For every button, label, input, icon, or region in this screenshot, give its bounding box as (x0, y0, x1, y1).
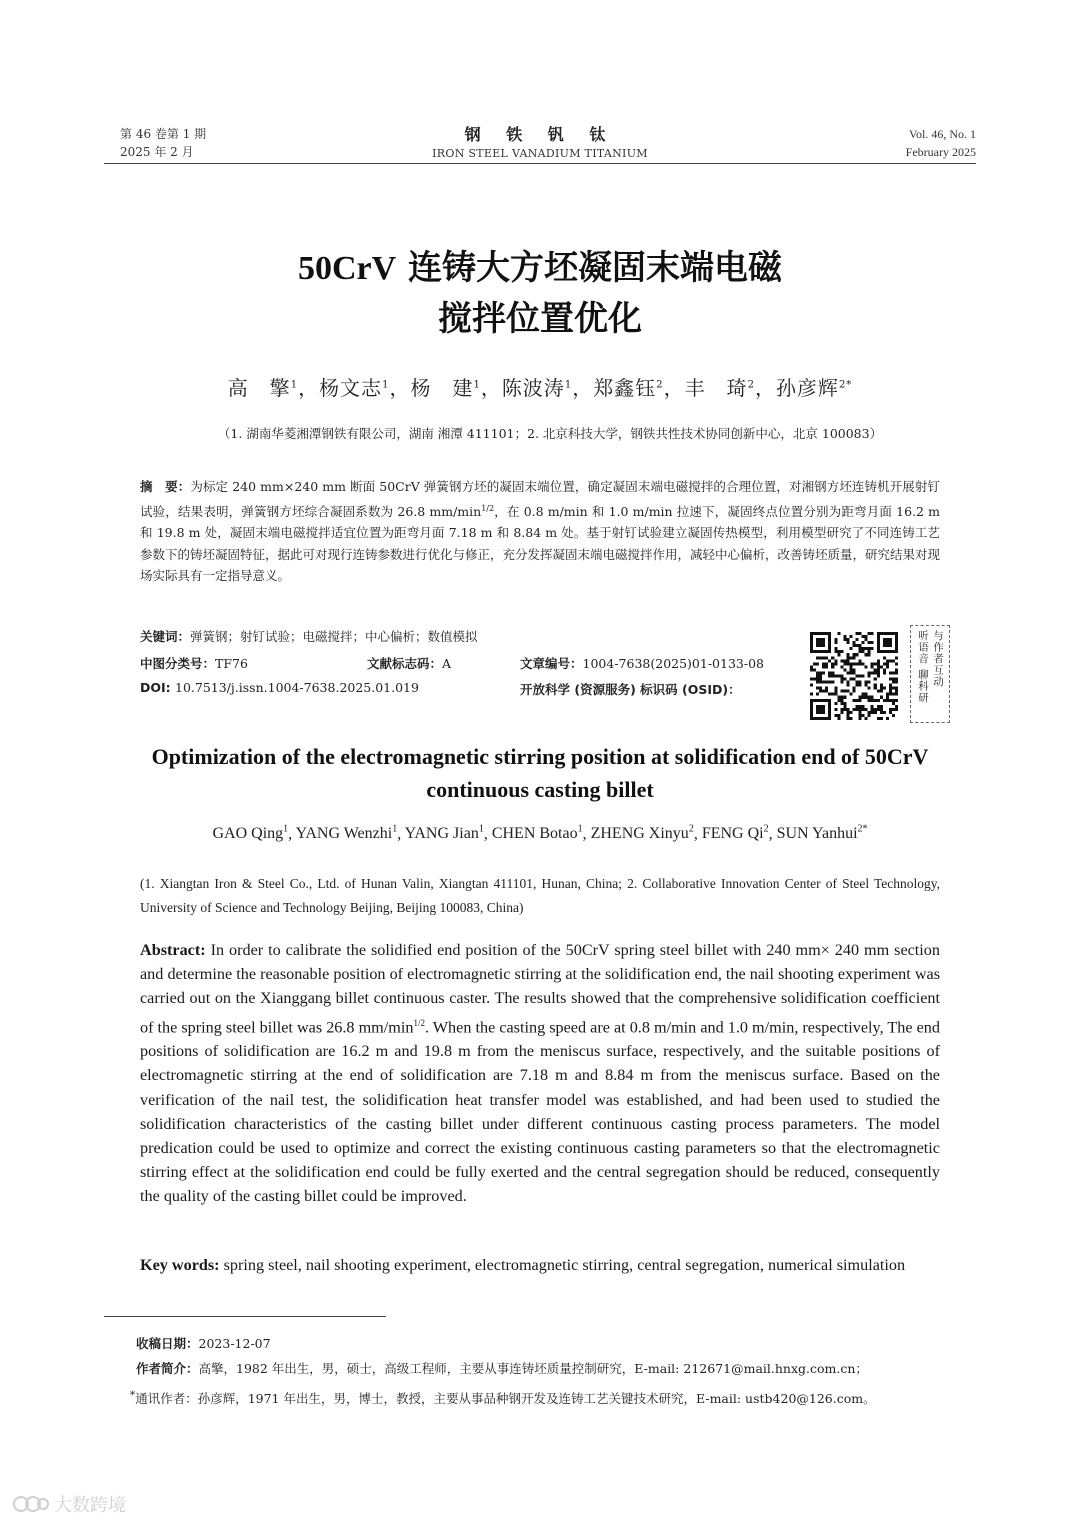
author-en-5 (702, 825, 769, 842)
abstract-cn-label: 摘 要： (140, 479, 191, 494)
author-en-1 (296, 825, 398, 842)
author-cn-affil-mark: 1 (382, 379, 390, 391)
author-en-name: SUN Yanhui (776, 825, 858, 843)
author-en-name: YANG Jian (404, 825, 479, 843)
abstract-cn-text-b: ，在 0.8 m/min 和 1.0 m/min 拉速下，凝固终点位置分别为距弯月面 16.2 m 和 19.8 m 处，凝固末端电磁搅拌适宜位置为距弯月面 7.18 m 和 8.84 m 处。基于射钉试验建立凝固传热模型，利用模型研究了不同连铸工艺参数下的铸坯凝固特征，据此可对现行连铸参数进行优化与修正，充分发挥凝固末端电磁搅拌作用，减轻中心偏析，改善铸坯质量，研究结果对现场实际具有一定指导意义。 (140, 503, 941, 584)
osid-listen: 听语音 聊科研 (917, 630, 929, 704)
qr-code-icon[interactable] (808, 632, 900, 720)
author-en-affil-mark: 1 (283, 824, 289, 835)
author-cn-name: 高 擎 (227, 376, 291, 400)
title-cn-line1: 连铸大方坯凝固末端电磁 (396, 248, 783, 288)
affiliation-en: (1. Xiangtan Iron & Steel Co., Ltd. of Hunan Valin, Xiangtan 411101, Hunan, China; 2. Collaborative Innovation Center of Steel Technology, University of Science and Technology Beijing, Beijing 100083, China) (140, 876, 940, 915)
classification-label: 中图分类号： (140, 656, 216, 671)
author-separator: ， (480, 376, 502, 400)
classification-value: TF76 (215, 656, 248, 671)
author-en-name: GAO Qing (212, 825, 284, 843)
corresponding-text: 通讯作者：孙彦辉，1971 年出生，男，博士，教授，主要从事品种钢开发及连铸工艺关键技术研究，E-mail: ustb420@126.com。 (135, 1391, 876, 1407)
journal-name-en: IRON STEEL VANADIUM TITANIUM (432, 147, 648, 160)
author-en-affil-mark: 2 (688, 824, 694, 835)
author-separator: ， (754, 376, 776, 400)
received-date: 2023-12-07 (198, 1336, 271, 1351)
abstract-en (140, 938, 940, 1209)
keywords-cn (140, 627, 478, 645)
author-separator: , (288, 825, 296, 843)
article-number-label: 文章编号： (520, 656, 583, 671)
received-label: 收稿日期： (136, 1336, 199, 1351)
abstract-cn (140, 476, 940, 587)
author-cn-2 (410, 376, 480, 400)
title-en: Optimization of the electromagnetic stirring position at solidification end of 50CrV continuous casting billet (151, 744, 929, 802)
article-number (520, 654, 764, 672)
title-cn (0, 243, 1080, 344)
header-vol-no: Vol. 46, No. 1 (908, 127, 976, 141)
author-cn-name: 杨文志 (319, 376, 383, 400)
header-date-cn: 2025 年 2 月 (120, 145, 194, 159)
author-cn-4 (593, 376, 663, 400)
author-cn-6 (776, 376, 852, 400)
title-cn-line2: 搅拌位置优化 (438, 299, 642, 339)
journal-name-cn: 钢 铁 钒 钛 (464, 125, 616, 144)
author-separator: ， (663, 376, 685, 400)
author-cn-name: 丰 琦 (684, 376, 748, 400)
keywords-cn-text: 弹簧钢；射钉试验；电磁搅拌；中心偏析；数值模拟 (190, 629, 478, 644)
author-en-affil-mark: 2 (763, 824, 769, 835)
document-code (367, 654, 451, 672)
author-en-affil-mark: 1 (478, 824, 484, 835)
abstract-en-sup: 1/2 (413, 1017, 425, 1028)
author-separator: , (768, 825, 777, 843)
abstract-cn-text-a: 为标定 240 mm×240 mm 断面 50CrV 弹簧钢方坯的凝固末端位置，确定凝固末端电磁搅拌的合理位置，对湘钢方坯连铸机开展射钉试验，结果表明，弹簧钢方坯综合凝固系数为 26.8 mm/min (140, 479, 940, 519)
keywords-en-text: spring steel, nail shooting experiment, electromagnetic stirring, central segregation, numerical simulation (219, 1256, 906, 1274)
watermark-text: 大数跨境 (54, 1495, 126, 1516)
author-cn-name: 陈波涛 (501, 376, 565, 400)
author-en-name: YANG Wenzhi (295, 825, 393, 843)
footnote-bio (136, 1356, 966, 1382)
author-separator: , (483, 825, 492, 843)
author-en-name: CHEN Botao (491, 825, 578, 843)
doi-label: DOI: (140, 680, 176, 695)
footnote-received (136, 1331, 966, 1357)
document-code-label: 文献标志码： (367, 656, 443, 671)
osid-label-text: 开放科学 (资源服务) 标识码 (OSID)： (520, 682, 741, 697)
author-cn-name: 杨 建 (410, 376, 474, 400)
author-cn-affil-mark: 2* (838, 379, 853, 391)
abstract-cn-sup: 1/2 (481, 503, 495, 513)
watermark-logo-icon (12, 1493, 50, 1515)
author-en-2 (405, 825, 484, 842)
author-cn-affil-mark: 2 (747, 379, 755, 391)
bio-label: 作者简介： (136, 1361, 199, 1376)
document-code-value: A (442, 656, 452, 671)
author-separator: ， (389, 376, 411, 400)
author-en-6 (777, 825, 868, 842)
authors-en (0, 824, 1080, 843)
watermark (12, 1491, 126, 1517)
author-en-affil-mark: 1 (577, 824, 583, 835)
author-separator: ， (572, 376, 594, 400)
header-rule (104, 163, 976, 164)
author-cn-affil-mark: 1 (564, 379, 573, 391)
keywords-en (140, 1253, 940, 1277)
bio-text: 高擎，1982 年出生，男，硕士，高级工程师，主要从事连铸坯质量控制研究，E-mail: 212671@mail.hnxg.com.cn； (198, 1361, 868, 1376)
author-cn-affil-mark: 1 (290, 379, 299, 391)
keywords-en-label: Key words: (140, 1256, 220, 1274)
author-cn-name: 孙彦辉 (775, 376, 839, 400)
author-cn-1 (319, 376, 389, 400)
osid-interact: 与作者互动 (932, 630, 944, 688)
author-separator: ， (298, 376, 320, 400)
author-en-4 (591, 825, 694, 842)
header-volume: 第 46 卷第 1 期 (120, 127, 207, 141)
footnote-corresponding (130, 1382, 960, 1412)
osid-box (910, 625, 950, 723)
author-cn-name: 郑鑫钰 (593, 376, 657, 400)
authors-cn (0, 372, 1080, 401)
author-cn-affil-mark: 1 (473, 379, 481, 391)
classification (140, 654, 248, 672)
header-volume-en (906, 125, 976, 161)
abstract-en-label: Abstract: (140, 941, 206, 959)
title-cn-latin: 50CrV (297, 250, 397, 287)
author-cn-3 (502, 376, 572, 400)
author-en-name: FENG Qi (701, 825, 764, 843)
author-en-affil-mark: 1 (392, 824, 398, 835)
author-separator: , (582, 825, 591, 843)
author-cn-affil-mark: 2 (656, 379, 664, 391)
article-number-value: 1004-7638(2025)01-0133-08 (582, 656, 764, 671)
header-date-en: February 2025 (905, 145, 976, 159)
author-separator: , (693, 825, 702, 843)
author-en-affil-mark: 2* (857, 824, 868, 835)
footnote-rule (104, 1316, 386, 1317)
doi-value: 10.7513/j.issn.1004-7638.2025.01.019 (175, 680, 419, 695)
author-en-0 (212, 825, 288, 842)
author-en-3 (492, 825, 583, 842)
abstract-en-text-b: . When the casting speed are at 0.8 m/min and 1.0 m/min, respectively, The end positions of solidification are 16.2 m and 19.8 m from the meniscus surface, respectively, and the suitable positions of electromagnetic stirring at the end of solidification are 7.18 m and 8.84 m from the meniscus surface. Based on the verification of the nail test, the solidification heat transfer model was established, and had been used to studied the solidification characteristics of the casting billet under different continuous casting process parameters. The model predication could be used to optimize and correct the existing continuous casting parameters so that the electromagnetic stirring effect at the solidification end could be fully exerted and the central segregation should be reduced, consequently the quality of the casting billet could be improved. (140, 1018, 940, 1206)
keywords-cn-label: 关键词： (140, 629, 191, 644)
abstract-en-text-a: In order to calibrate the solidified end position of the 50CrV spring steel billet with 240 mm× 240 mm section and determine the reasonable position of electromagnetic stirring at the solidification end, the nail shooting experiment was carried out on the Xianggang billet continuous caster. The results showed that the comprehensive solidification coefficient of the spring steel billet was 26.8 mm/min (140, 941, 940, 1036)
corresponding-mark: * (130, 1389, 136, 1401)
affiliation-cn: （1. 湖南华菱湘潭钢铁有限公司，湖南 湘潭 411101；2. 北京科技大学，钢铁共性技术协同创新中心，北京 100083） (217, 426, 883, 441)
author-en-name: ZHENG Xinyu (590, 825, 689, 843)
author-cn-0 (228, 376, 298, 400)
doi (140, 680, 419, 695)
osid-label (520, 680, 741, 698)
author-cn-5 (685, 376, 755, 400)
author-separator: , (397, 825, 405, 843)
